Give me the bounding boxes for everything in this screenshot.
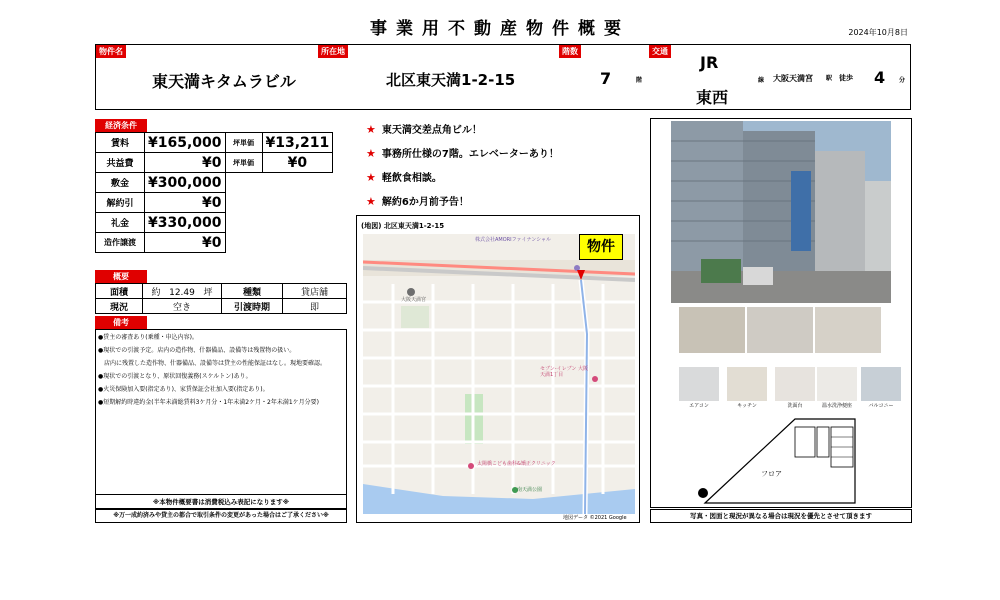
property-pin-label: 物件 bbox=[579, 234, 623, 260]
interior-photo-1 bbox=[679, 307, 745, 353]
star-icon: ★ bbox=[366, 171, 376, 184]
washbasin-photo bbox=[775, 367, 815, 401]
overview-tag: 概要 bbox=[95, 270, 147, 283]
map-label-clinic: 太陽橋こども歯科&矯正クリニック bbox=[477, 461, 556, 467]
floor-number: 7 bbox=[600, 69, 612, 88]
line-suffix: 線 bbox=[758, 77, 765, 84]
area-value: 12.49 bbox=[169, 287, 195, 298]
list-item: ★ 解約6か月前予告！ bbox=[366, 195, 469, 208]
rent-tsubo-value: ¥13,211 bbox=[262, 133, 333, 153]
address-tag: 所在地 bbox=[318, 45, 348, 58]
caption-washbasin: 洗面台 bbox=[787, 403, 803, 409]
caption-kitchen: キッチン bbox=[737, 403, 757, 409]
overview-table bbox=[95, 283, 347, 314]
toilet-photo bbox=[817, 367, 857, 401]
caption-toilet: 温水洗浄便座 bbox=[821, 403, 852, 409]
remark-line: 店内に残置した造作物、什器備品、設備等は貸主の性能保証はなし。現地要確認。 bbox=[98, 360, 327, 367]
rent-label: 賃料 bbox=[96, 133, 145, 153]
star-icon: ★ bbox=[366, 195, 376, 208]
star-icon: ★ bbox=[366, 147, 376, 160]
floor-label: フロア bbox=[761, 470, 782, 478]
station-name: 大阪天満宮 bbox=[773, 74, 813, 83]
remark-line: ●短期解約時違約金(半年未満総賃料3ケ月分・1年未満2ケ月・2年未満1ケ月分要) bbox=[98, 399, 320, 406]
type-value: 貸店舗 bbox=[283, 284, 347, 299]
table-row bbox=[96, 284, 347, 299]
type-label: 種類 bbox=[222, 284, 283, 299]
cancel-deduction-label: 解約引 bbox=[96, 193, 145, 213]
transport-tag: 交通 bbox=[649, 45, 671, 58]
station-suffix: 駅 bbox=[826, 75, 833, 82]
balcony-photo bbox=[861, 367, 901, 401]
table-row bbox=[96, 213, 333, 233]
table-row bbox=[96, 153, 333, 173]
tax-note: ※本物件概要書は消費税込み表記になります※ bbox=[96, 494, 346, 509]
conditions-tag: 経済条件 bbox=[95, 119, 147, 132]
list-item: ★ 事務所仕様の7階。エレベーターあり！ bbox=[366, 147, 559, 160]
remark-line: ●現状での引渡予定。店内の造作物、什器備品、設備等は残置物の扱い。 bbox=[98, 347, 296, 354]
conditions-table bbox=[95, 132, 333, 253]
rail-line: 東西 bbox=[696, 88, 729, 107]
table-row bbox=[96, 133, 333, 153]
handover-value: 即 bbox=[283, 299, 347, 314]
key-money-label: 礼金 bbox=[96, 213, 145, 233]
status-value: 空き bbox=[143, 299, 222, 314]
photo-disclaimer: 写真・図面と現況が異なる場合は現況を優先とさせて頂きます bbox=[650, 509, 912, 523]
fixture-transfer-value: ¥0 bbox=[145, 233, 226, 253]
rail-company: JR bbox=[700, 53, 719, 72]
list-item: ★ 東天満交差点角ビル！ bbox=[366, 123, 482, 136]
status-label: 現況 bbox=[96, 299, 143, 314]
remark-line: ●現状での引渡となり、原状回復義務(スケルトン)あり。 bbox=[98, 373, 252, 380]
fixture-transfer-label: 造作譲渡 bbox=[96, 233, 145, 253]
deposit-label: 敷金 bbox=[96, 173, 145, 193]
common-fee-label: 共益費 bbox=[96, 153, 145, 173]
aircon-photo bbox=[679, 367, 719, 401]
floor-plan bbox=[685, 413, 875, 507]
remarks-box bbox=[95, 329, 347, 509]
area-approx: 約 bbox=[151, 287, 161, 298]
table-row bbox=[96, 193, 333, 213]
table-row bbox=[96, 173, 333, 193]
map-credit: 地図データ ©2021 Google bbox=[563, 515, 627, 521]
common-fee-tsubo-value: ¥0 bbox=[262, 153, 333, 173]
document-date: 2024年10月8日 bbox=[848, 28, 908, 37]
floor-tag: 階数 bbox=[559, 45, 581, 58]
handover-label: 引渡時期 bbox=[222, 299, 283, 314]
remark-line: ●賃主の審査あり(乗種・申込内容)。 bbox=[98, 334, 198, 341]
property-address: 北区東天満1-2-15 bbox=[386, 71, 516, 89]
caption-balcony: バルコニー bbox=[868, 403, 894, 409]
area-unit: 坪 bbox=[203, 287, 213, 298]
table-row bbox=[96, 233, 333, 253]
property-name-tag: 物件名 bbox=[96, 45, 126, 58]
interior-photo-3 bbox=[815, 307, 881, 353]
map-label-shrine: 大阪天満宮 bbox=[401, 297, 427, 303]
floor-unit: 階 bbox=[636, 77, 643, 84]
table-row bbox=[96, 299, 347, 314]
map-label-park: 南天満公園 bbox=[517, 487, 543, 493]
building-photo bbox=[671, 121, 891, 303]
rent-value: ¥165,000 bbox=[145, 133, 226, 153]
rent-tsubo-label: 坪単価 bbox=[225, 133, 262, 153]
caption-aircon: エアコン bbox=[689, 403, 709, 409]
key-money-value: ¥330,000 bbox=[145, 213, 226, 233]
map-label-store: セブン-イレブン 大阪天満1丁目 bbox=[540, 366, 588, 378]
map-image bbox=[363, 234, 635, 514]
star-icon: ★ bbox=[366, 123, 376, 136]
remarks-tag: 備考 bbox=[95, 316, 147, 329]
deposit-value: ¥300,000 bbox=[145, 173, 226, 193]
footnote: ※万一成約済みや貸主の都合で取引条件の変更があった場合はご了承ください※ bbox=[95, 509, 347, 523]
feature-list bbox=[366, 118, 559, 214]
photo-panel bbox=[650, 118, 912, 508]
common-fee-value: ¥0 bbox=[145, 153, 226, 173]
common-fee-tsubo-label: 坪単価 bbox=[225, 153, 262, 173]
map-caption: (地図) 北区東天満1-2-15 bbox=[361, 222, 445, 230]
remark-line: ●火災保険加入要(指定あり)、家賃保証会社加入要(指定あり)。 bbox=[98, 386, 269, 393]
property-name: 東天満キタムラビル bbox=[152, 72, 296, 91]
map-label-company: 株式会社AMORIファイナンシャル bbox=[475, 237, 552, 243]
walk-minutes: 4 bbox=[874, 68, 886, 87]
kitchen-photo bbox=[727, 367, 767, 401]
map-panel bbox=[356, 215, 640, 523]
interior-photo-2 bbox=[747, 307, 813, 353]
minutes-unit: 分 bbox=[899, 77, 906, 84]
remarks-list bbox=[98, 334, 344, 412]
list-item: ★ 軽飲食相談。 bbox=[366, 171, 442, 184]
area-label: 面積 bbox=[96, 284, 143, 299]
walk-label: 徒歩 bbox=[839, 74, 853, 82]
property-header bbox=[95, 44, 911, 110]
page-title: 事業用不動産物件概要 bbox=[370, 19, 630, 39]
cancel-deduction-value: ¥0 bbox=[145, 193, 226, 213]
